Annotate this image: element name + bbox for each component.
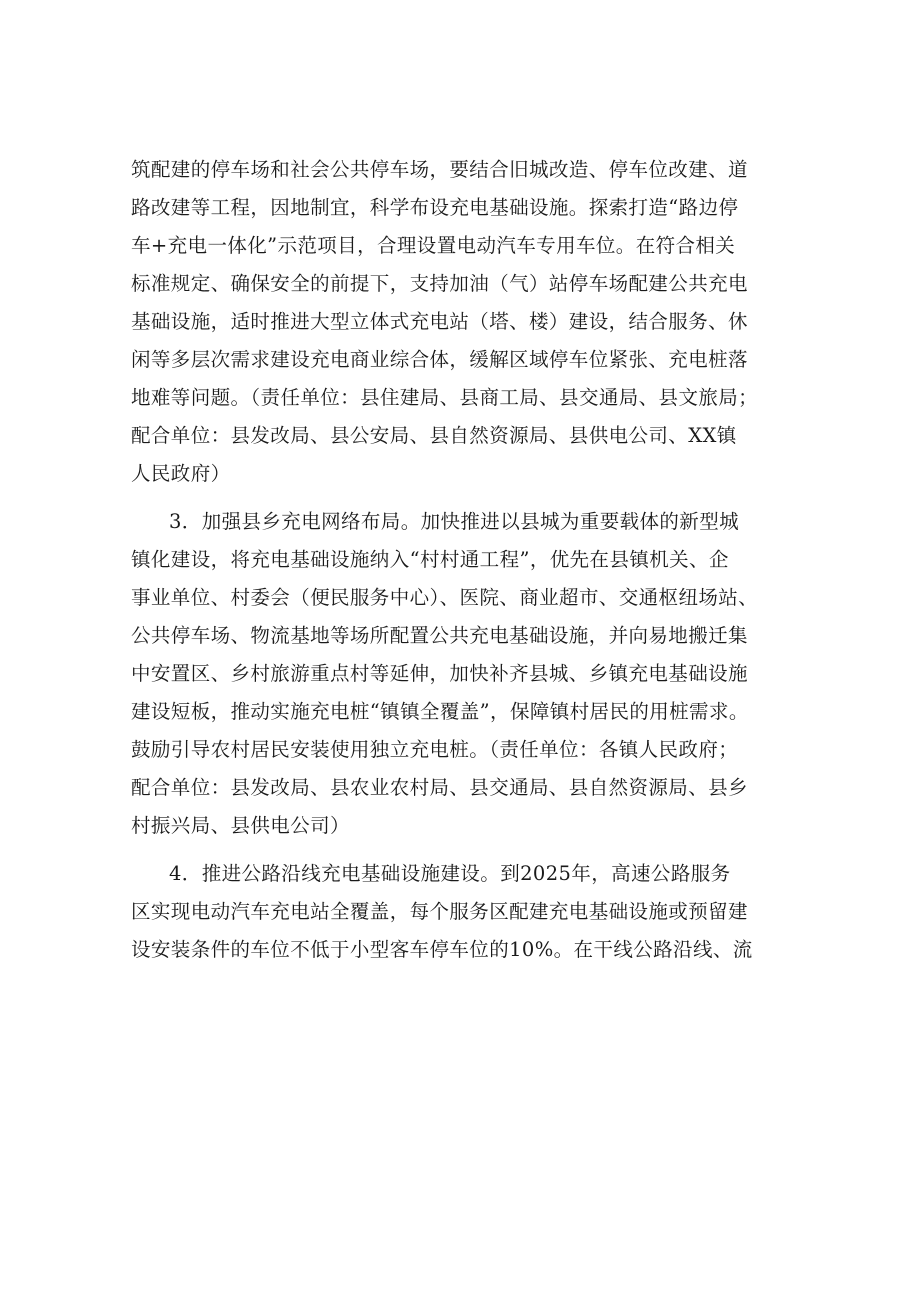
text-line: 镇化建设，将充电基础设施纳入“村村通工程”，优先在县镇机关、企 xyxy=(131,548,729,571)
text-line: 中安置区、乡村旅游重点村等延伸，加快补齐县城、乡镇充电基础设施 xyxy=(131,662,748,685)
document-body xyxy=(131,151,801,969)
paragraph-county-network xyxy=(131,503,801,845)
text-line: 闲等多层次需求建设充电商业综合体，缓解区域停车位紧张、充电桩落 xyxy=(131,348,748,371)
text-line: 路改建等工程，因地制宜，科学布设充电基础设施。探索打造“路边停 xyxy=(131,196,739,219)
text-line: 标准规定、确保安全的前提下，支持加油（气）站停车场配建公共充电 xyxy=(131,272,748,295)
text-line: 区实现电动汽车充电站全覆盖，每个服务区配建充电基础设施或预留建 xyxy=(131,900,748,923)
text-line: 车+充电一体化”示范项目，合理设置电动汽车专用车位。在符合相关 xyxy=(131,234,736,257)
text-line: 配合单位：县发改局、县公安局、县自然资源局、县供电公司、XX镇 xyxy=(131,424,737,447)
text-line: 人民政府） xyxy=(131,462,231,485)
paragraph-gap xyxy=(131,493,801,503)
text-line: 事业单位、村委会（便民服务中心）、医院、商业超市、交通枢纽场站、 xyxy=(131,586,759,609)
text-line: 筑配建的停车场和社会公共停车场，要结合旧城改造、停车位改建、道 xyxy=(131,158,748,181)
text-line-first: 3．加强县乡充电网络布局。加快推进以县城为重要载体的新型城 xyxy=(169,510,740,533)
paragraph-gap xyxy=(131,845,801,855)
text-line: 村振兴局、县供电公司） xyxy=(131,814,350,837)
text-line: 公共停车场、物流基地等场所配置公共充电基础设施，并向易地搬迁集 xyxy=(131,624,748,647)
text-line-first: 4．推进公路沿线充电基础设施建设。到2025年，高速公路服务 xyxy=(169,862,731,885)
text-line: 基础设施，适时推进大型立体式充电站（塔、楼）建设，结合服务、休 xyxy=(131,310,748,333)
paragraph-parking-facilities xyxy=(131,151,801,493)
text-line: 地难等问题。（责任单位：县住建局、县商工局、县交通局、县文旅局； xyxy=(131,386,759,409)
text-line: 配合单位：县发改局、县农业农村局、县交通局、县自然资源局、县乡 xyxy=(131,776,748,799)
text-line: 设安装条件的车位不低于小型客车停车位的10%。在干线公路沿线、流 xyxy=(131,938,753,961)
paragraph-highway-charging xyxy=(131,855,801,969)
text-line: 鼓励引导农村居民安装使用独立充电桩。（责任单位：各镇人民政府； xyxy=(131,738,739,761)
text-line: 建设短板，推动实施充电桩“镇镇全覆盖”，保障镇村居民的用桩需求。 xyxy=(131,700,749,723)
